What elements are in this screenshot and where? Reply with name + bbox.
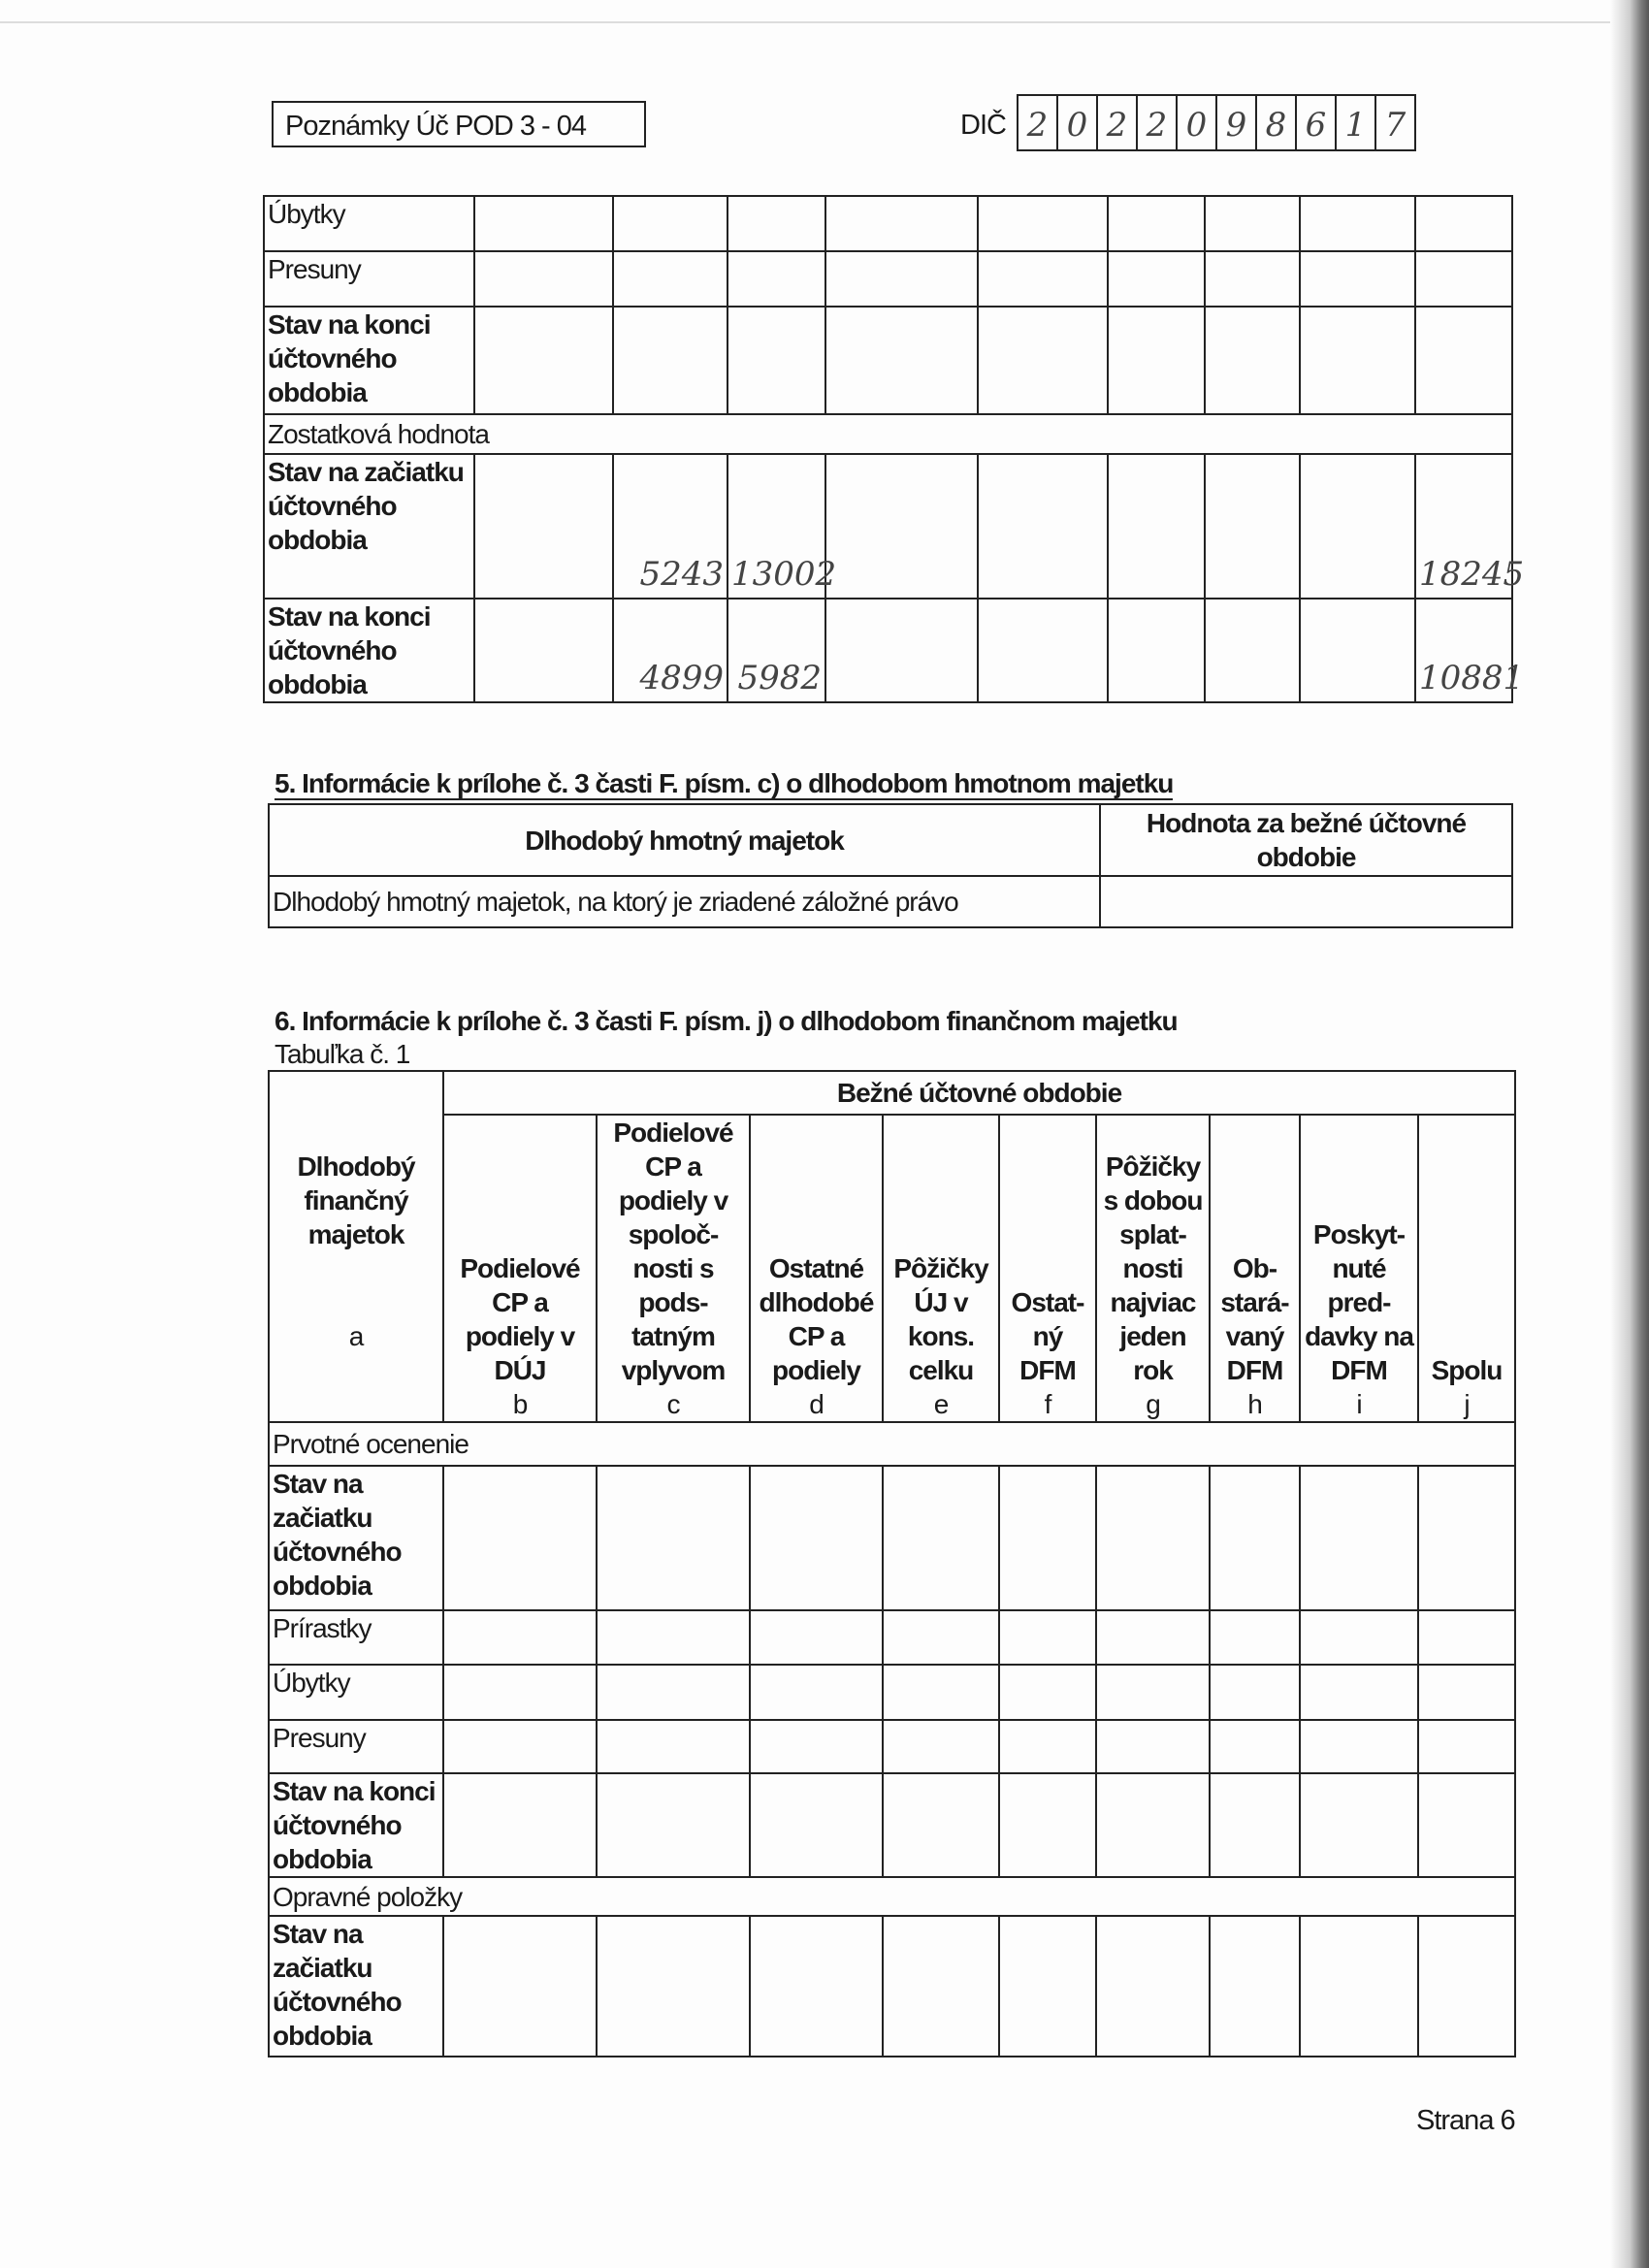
value-cell[interactable] bbox=[1108, 251, 1205, 307]
table-row bbox=[269, 1773, 1515, 1877]
value-cell[interactable] bbox=[1108, 196, 1205, 251]
table-row bbox=[269, 1720, 1515, 1773]
table-row bbox=[269, 1610, 1515, 1665]
col-letter: d bbox=[809, 1389, 824, 1419]
value-cell[interactable] bbox=[1210, 1773, 1300, 1877]
col-header-text: Podielové CP a podiely v DÚJ bbox=[460, 1253, 580, 1385]
value-cell[interactable] bbox=[978, 196, 1108, 251]
value-cell[interactable] bbox=[1418, 1916, 1515, 2057]
value-cell[interactable] bbox=[1300, 599, 1415, 702]
value-cell[interactable] bbox=[1205, 196, 1300, 251]
dic-digit: 2 bbox=[1098, 96, 1138, 149]
row-label: Stav na začiatku účtovného obdobia bbox=[264, 454, 474, 599]
value-cell[interactable] bbox=[1300, 454, 1415, 599]
value-cell[interactable] bbox=[1096, 1916, 1210, 2057]
value-cell[interactable] bbox=[999, 1610, 1096, 1665]
value-cell[interactable] bbox=[1418, 1466, 1515, 1610]
value-cell[interactable] bbox=[825, 196, 978, 251]
value-cell[interactable] bbox=[1096, 1466, 1210, 1610]
value-cell[interactable] bbox=[750, 1466, 883, 1610]
value-cell[interactable] bbox=[474, 196, 613, 251]
value-cell[interactable] bbox=[999, 1665, 1096, 1720]
value-cell[interactable] bbox=[978, 599, 1108, 702]
col-header-text: Dlhodobý finančný majetok bbox=[297, 1151, 415, 1249]
value-cell[interactable] bbox=[1210, 1720, 1300, 1773]
header-row bbox=[269, 1071, 1515, 1115]
col-header-text: Pôžičky s dobou splat- nosti najviac jeden rok bbox=[1103, 1151, 1203, 1385]
section-label: Zostatková hodnota bbox=[264, 414, 1512, 454]
value-cell[interactable] bbox=[1418, 1720, 1515, 1773]
value-cell[interactable] bbox=[978, 454, 1108, 599]
col-header-a bbox=[269, 1071, 443, 1422]
value-cell[interactable] bbox=[597, 1466, 750, 1610]
dic-field[interactable] bbox=[1017, 94, 1416, 151]
col-header-f bbox=[999, 1115, 1096, 1422]
dic-digit: 2 bbox=[1138, 96, 1178, 149]
table-row bbox=[264, 196, 1512, 251]
value-cell[interactable] bbox=[750, 1610, 883, 1665]
col-header-text: Pôžičky ÚJ v kons. celku bbox=[893, 1253, 988, 1385]
value-cell[interactable] bbox=[1300, 1720, 1418, 1773]
value-cell[interactable] bbox=[1096, 1610, 1210, 1665]
value-cell[interactable] bbox=[728, 307, 825, 414]
value-cell[interactable] bbox=[1415, 196, 1512, 251]
value-cell[interactable] bbox=[613, 251, 728, 307]
value-cell[interactable] bbox=[750, 1720, 883, 1773]
col-header-text: Podielové CP a podiely v spoloč- nosti s pods- tatným vplyvom bbox=[613, 1118, 733, 1385]
dic-digit: 2 bbox=[1018, 96, 1058, 149]
row-label: Stav na konci účtovného obdobia bbox=[264, 307, 474, 414]
col-header-text: Poskyt- nuté pred- davky na DFM bbox=[1305, 1219, 1413, 1385]
col-letter: h bbox=[1247, 1389, 1262, 1419]
col-header-g bbox=[1096, 1115, 1210, 1422]
row-label: Stav na konci účtovného obdobia bbox=[264, 599, 474, 702]
dic-digit: 7 bbox=[1384, 106, 1406, 145]
value-cell[interactable] bbox=[1210, 1916, 1300, 2057]
col-header-e bbox=[883, 1115, 999, 1422]
value-cell[interactable] bbox=[1205, 454, 1300, 599]
col-header-text: Spolu bbox=[1431, 1355, 1503, 1385]
value-cell[interactable] bbox=[750, 1773, 883, 1877]
value-cell[interactable] bbox=[1205, 251, 1300, 307]
col-letter: f bbox=[1044, 1389, 1051, 1419]
table-row bbox=[264, 307, 1512, 414]
value-cell[interactable]: 10881 bbox=[1415, 599, 1512, 702]
value-cell[interactable] bbox=[825, 307, 978, 414]
value-cell[interactable] bbox=[978, 307, 1108, 414]
dic-digit: 0 bbox=[1058, 96, 1098, 149]
value-cell[interactable] bbox=[474, 307, 613, 414]
value-cell[interactable] bbox=[597, 1665, 750, 1720]
value-cell[interactable] bbox=[443, 1773, 597, 1877]
value-cell[interactable] bbox=[1418, 1610, 1515, 1665]
row-label: Stav na začiatku účtovného obdobia bbox=[269, 1466, 443, 1610]
value-cell[interactable] bbox=[1300, 251, 1415, 307]
table-row bbox=[269, 1466, 1515, 1610]
value-cell[interactable] bbox=[1205, 307, 1300, 414]
value-cell[interactable] bbox=[728, 251, 825, 307]
value-cell[interactable] bbox=[883, 1773, 999, 1877]
col-header-text: Ostat- ný DFM bbox=[1011, 1287, 1084, 1385]
value-cell[interactable] bbox=[1108, 307, 1205, 414]
value-cell[interactable] bbox=[443, 1610, 597, 1665]
value-cell[interactable] bbox=[1300, 1916, 1418, 2057]
table-financial-assets bbox=[268, 1070, 1516, 2057]
col-header-i bbox=[1300, 1115, 1418, 1422]
section-label: Opravné položky bbox=[269, 1877, 1515, 1916]
col-header-h bbox=[1210, 1115, 1300, 1422]
value-cell[interactable] bbox=[1300, 1466, 1418, 1610]
table-fixed-assets-continued bbox=[263, 195, 1525, 703]
value-cell[interactable] bbox=[1415, 307, 1512, 414]
value-cell[interactable] bbox=[1108, 599, 1205, 702]
value-cell[interactable] bbox=[597, 1610, 750, 1665]
row-label: Presuny bbox=[269, 1720, 443, 1773]
dic-digit: 8 bbox=[1257, 96, 1297, 149]
value-cell[interactable] bbox=[999, 1773, 1096, 1877]
section-6-title: 6. Informácie k prílohe č. 3 časti F. písm. j) o dlhodobom finančnom majetku bbox=[275, 1006, 1178, 1036]
value-cell[interactable] bbox=[1415, 251, 1512, 307]
value-cell[interactable] bbox=[1300, 307, 1415, 414]
section-5-title: 5. Informácie k prílohe č. 3 časti F. písm. c) o dlhodobom hmotnom majetku bbox=[275, 768, 1174, 798]
value-cell[interactable]: 5982 bbox=[728, 599, 825, 702]
value-cell[interactable] bbox=[597, 1773, 750, 1877]
section-row bbox=[269, 1877, 1515, 1916]
col-header-text: Ostatné dlhodobé CP a podiely bbox=[759, 1253, 874, 1385]
value-cell[interactable] bbox=[1205, 599, 1300, 702]
row-label: Prírastky bbox=[269, 1610, 443, 1665]
col-header-value: Hodnota za bežné účtovné obdobie bbox=[1100, 804, 1512, 876]
col-header-j bbox=[1418, 1115, 1515, 1422]
value-cell[interactable] bbox=[999, 1466, 1096, 1610]
table-row bbox=[269, 1916, 1515, 2057]
value-cell[interactable] bbox=[1300, 1665, 1418, 1720]
table-row bbox=[264, 454, 1512, 599]
col-header-d bbox=[750, 1115, 883, 1422]
value-cell[interactable] bbox=[474, 454, 613, 599]
value-cell[interactable] bbox=[999, 1720, 1096, 1773]
section-row bbox=[264, 414, 1512, 454]
value-cell[interactable] bbox=[999, 1916, 1096, 2057]
page-number: Strana 6 bbox=[1416, 2105, 1515, 2136]
value-cell[interactable] bbox=[750, 1916, 883, 2057]
row-label: Úbytky bbox=[269, 1665, 443, 1720]
table-tangible-assets-pledge bbox=[268, 803, 1513, 928]
scan-shadow bbox=[1610, 0, 1649, 2268]
dic-digit: 1 bbox=[1337, 96, 1376, 149]
row-label: Stav na začiatku účtovného obdobia bbox=[269, 1916, 443, 2057]
value-cell[interactable] bbox=[825, 251, 978, 307]
value-cell[interactable] bbox=[1210, 1610, 1300, 1665]
value-cell[interactable] bbox=[1300, 1773, 1418, 1877]
value-cell[interactable] bbox=[443, 1916, 597, 2057]
value-cell[interactable]: 18245 bbox=[1415, 454, 1512, 599]
value-cell[interactable] bbox=[443, 1466, 597, 1610]
value-cell[interactable] bbox=[443, 1665, 597, 1720]
col-letter: b bbox=[512, 1389, 528, 1419]
value-cell[interactable] bbox=[1210, 1466, 1300, 1610]
value-cell[interactable] bbox=[883, 1466, 999, 1610]
header-row bbox=[269, 1115, 1515, 1422]
value-cell[interactable]: 13002 bbox=[728, 454, 825, 599]
scan-edge-line bbox=[0, 21, 1610, 23]
value-cell[interactable] bbox=[1100, 876, 1512, 927]
value-cell[interactable] bbox=[1096, 1665, 1210, 1720]
value-cell[interactable] bbox=[1210, 1665, 1300, 1720]
value-cell[interactable]: 4899 bbox=[613, 599, 728, 702]
value-cell[interactable] bbox=[883, 1610, 999, 1665]
table-row bbox=[264, 599, 1512, 702]
value-cell[interactable] bbox=[1096, 1773, 1210, 1877]
value-cell[interactable] bbox=[474, 599, 613, 702]
col-letter: e bbox=[933, 1389, 949, 1419]
col-header-asset: Dlhodobý hmotný majetok bbox=[269, 804, 1100, 876]
value-cell[interactable] bbox=[883, 1720, 999, 1773]
row-label: Stav na konci účtovného obdobia bbox=[269, 1773, 443, 1877]
row-label: Presuny bbox=[264, 251, 474, 307]
value-cell[interactable] bbox=[1418, 1665, 1515, 1720]
col-letter: a bbox=[348, 1321, 364, 1351]
value-cell[interactable] bbox=[825, 599, 978, 702]
value-cell[interactable] bbox=[883, 1665, 999, 1720]
value-cell[interactable] bbox=[443, 1720, 597, 1773]
value-cell[interactable] bbox=[978, 251, 1108, 307]
table-subtitle: Tabuľka č. 1 bbox=[275, 1039, 410, 1069]
value-cell[interactable] bbox=[750, 1665, 883, 1720]
form-label: Poznámky Úč POD 3 - 04 bbox=[272, 101, 646, 147]
section-row bbox=[269, 1422, 1515, 1466]
value-cell[interactable] bbox=[597, 1720, 750, 1773]
col-header-c bbox=[597, 1115, 750, 1422]
value-cell[interactable] bbox=[474, 251, 613, 307]
group-header: Bežné účtovné obdobie bbox=[443, 1071, 1515, 1115]
row-label: Dlhodobý hmotný majetok, na ktorý je zriadené záložné právo bbox=[269, 876, 1100, 927]
value-cell[interactable] bbox=[597, 1916, 750, 2057]
table-row bbox=[264, 251, 1512, 307]
value-cell[interactable] bbox=[825, 454, 978, 599]
value-cell[interactable] bbox=[1418, 1773, 1515, 1877]
table-row bbox=[269, 1665, 1515, 1720]
dic-label: DIČ bbox=[960, 110, 1006, 141]
col-letter: g bbox=[1146, 1389, 1160, 1419]
value-cell[interactable] bbox=[1108, 454, 1205, 599]
value-cell[interactable] bbox=[883, 1916, 999, 2057]
col-letter: c bbox=[666, 1389, 680, 1419]
dic-digit: 9 bbox=[1217, 96, 1257, 149]
col-header-text: Ob- stará- vaný DFM bbox=[1220, 1253, 1289, 1385]
dic-digit: 0 bbox=[1178, 96, 1217, 149]
row-label: Úbytky bbox=[264, 196, 474, 251]
value-cell[interactable] bbox=[1300, 196, 1415, 251]
value-cell[interactable] bbox=[1096, 1720, 1210, 1773]
col-letter: j bbox=[1464, 1389, 1470, 1419]
col-header-b bbox=[443, 1115, 597, 1422]
section-label: Prvotné ocenenie bbox=[269, 1422, 1515, 1466]
value-cell[interactable] bbox=[728, 196, 825, 251]
value-cell[interactable]: 5243 bbox=[613, 454, 728, 599]
value-cell[interactable] bbox=[613, 307, 728, 414]
dic-digit: 6 bbox=[1297, 96, 1337, 149]
value-cell[interactable] bbox=[613, 196, 728, 251]
value-cell[interactable] bbox=[1300, 1610, 1418, 1665]
col-letter: i bbox=[1356, 1389, 1362, 1419]
